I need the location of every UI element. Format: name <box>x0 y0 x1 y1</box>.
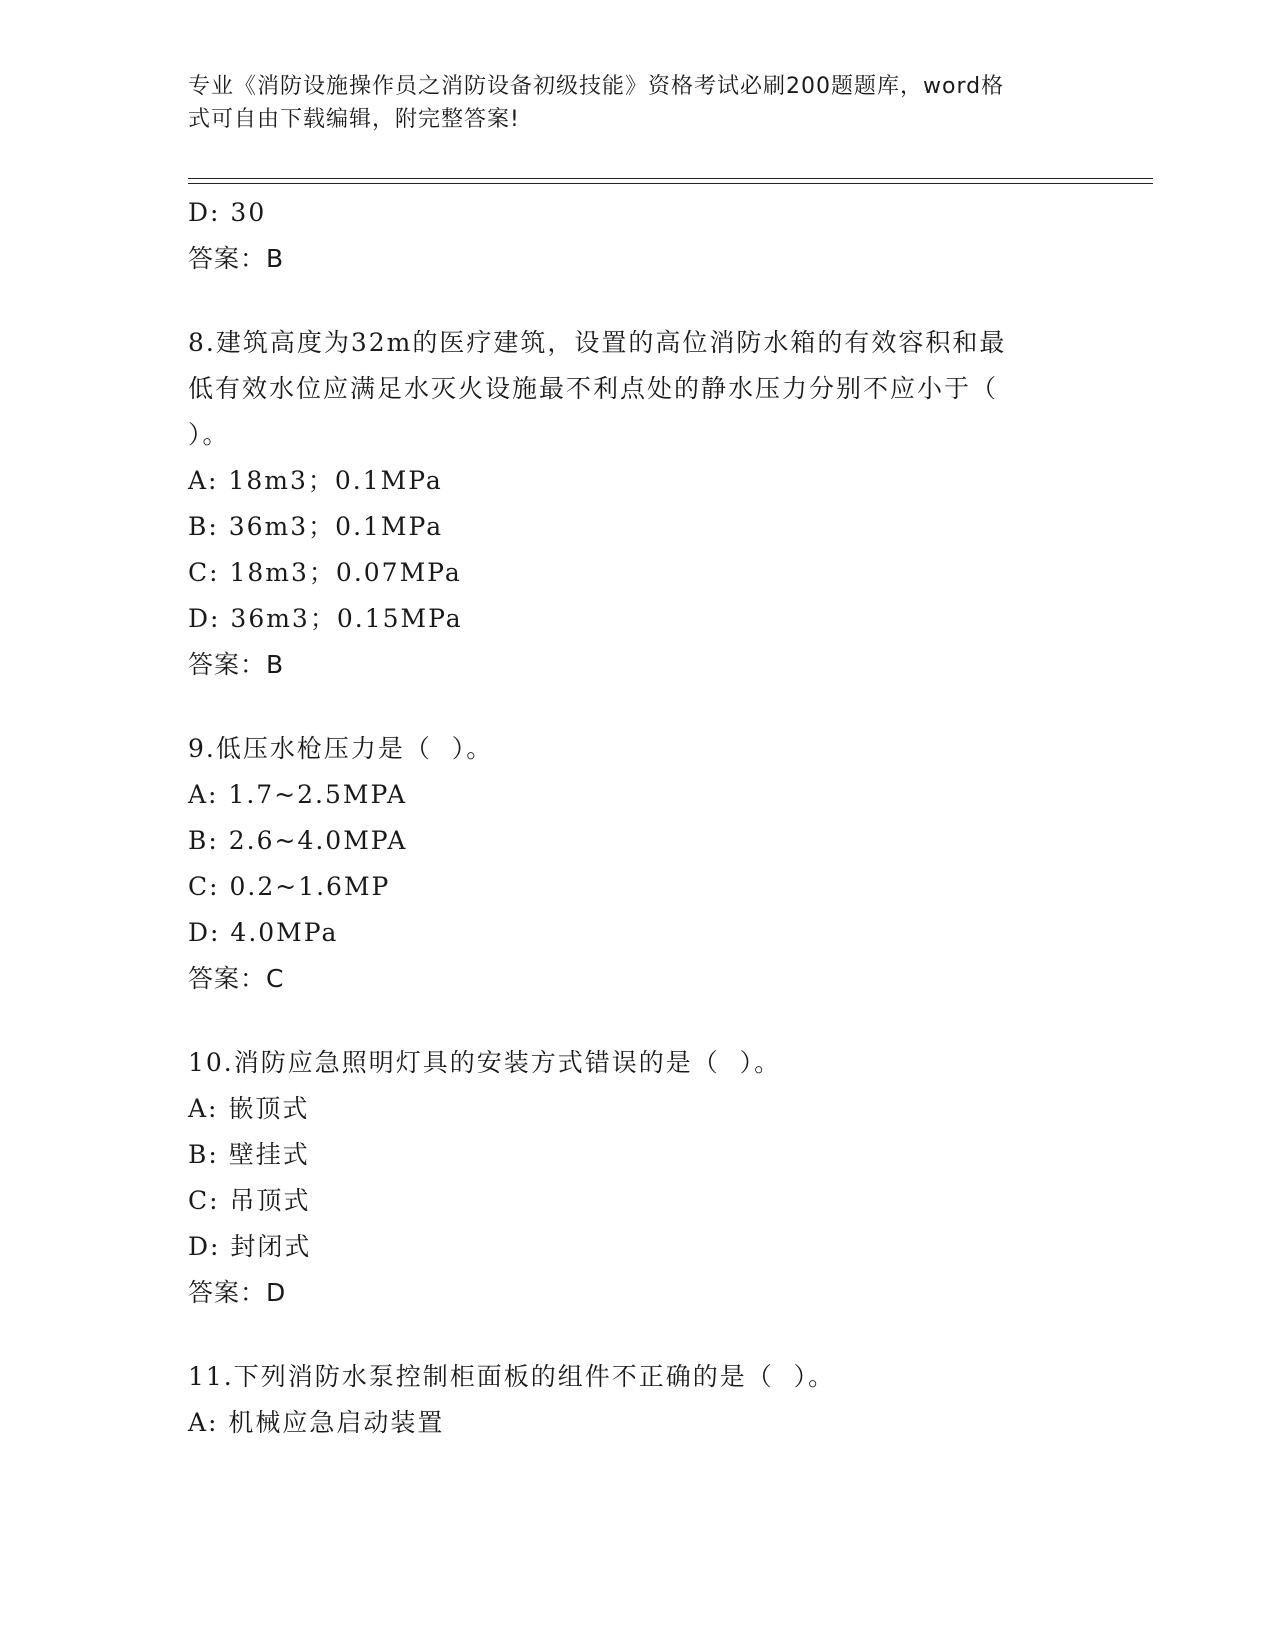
option-b: B: 2.6~4.0MPA <box>188 826 408 855</box>
question-11 <box>188 1354 1088 1446</box>
header-line-1: 专业《消防设施操作员之消防设备初级技能》资格考试必刷200题题库，word格 <box>188 74 1005 99</box>
question-stem: 9.低压水枪压力是（ ）。 <box>188 734 494 763</box>
option-c: C: 吊顶式 <box>188 1186 311 1215</box>
question-stem: 低有效水位应满足水灭火设施最不利点处的静水压力分别不应小于（ <box>188 374 999 403</box>
option-d: D: 4.0MPa <box>188 918 339 947</box>
question-stem: ）。 <box>188 420 230 449</box>
header-divider <box>188 178 1153 184</box>
question-content <box>188 190 1088 1446</box>
answer: 答案：C <box>188 964 285 993</box>
option-d: D: 30 <box>188 198 267 227</box>
answer: 答案：B <box>188 244 285 273</box>
question-7-tail <box>188 190 1088 282</box>
option-b: B: 36m3；0.1MPa <box>188 512 444 541</box>
question-stem: 10.消防应急照明灯具的安装方式错误的是（ ）。 <box>188 1048 782 1077</box>
question-10 <box>188 1040 1088 1316</box>
option-d: D: 36m3；0.15MPa <box>188 604 463 633</box>
question-9 <box>188 726 1088 1002</box>
option-c: C: 0.2~1.6MP <box>188 872 391 901</box>
option-a: A: 机械应急启动装置 <box>188 1408 445 1437</box>
page-header <box>188 70 1068 136</box>
option-a: A: 1.7~2.5MPA <box>188 780 408 809</box>
header-line-2: 式可自由下载编辑，附完整答案! <box>188 107 520 132</box>
question-stem: 8.建筑高度为32m的医疗建筑，设置的高位消防水箱的有效容积和最 <box>188 328 1007 357</box>
option-c: C: 18m3；0.07MPa <box>188 558 462 587</box>
answer: 答案：D <box>188 1278 287 1307</box>
question-8 <box>188 320 1088 688</box>
option-d: D: 封闭式 <box>188 1232 312 1261</box>
option-a: A: 嵌顶式 <box>188 1094 310 1123</box>
option-a: A: 18m3；0.1MPa <box>188 466 443 495</box>
option-b: B: 壁挂式 <box>188 1140 310 1169</box>
answer: 答案：B <box>188 650 285 679</box>
question-stem: 11.下列消防水泵控制柜面板的组件不正确的是（ ）。 <box>188 1362 836 1391</box>
